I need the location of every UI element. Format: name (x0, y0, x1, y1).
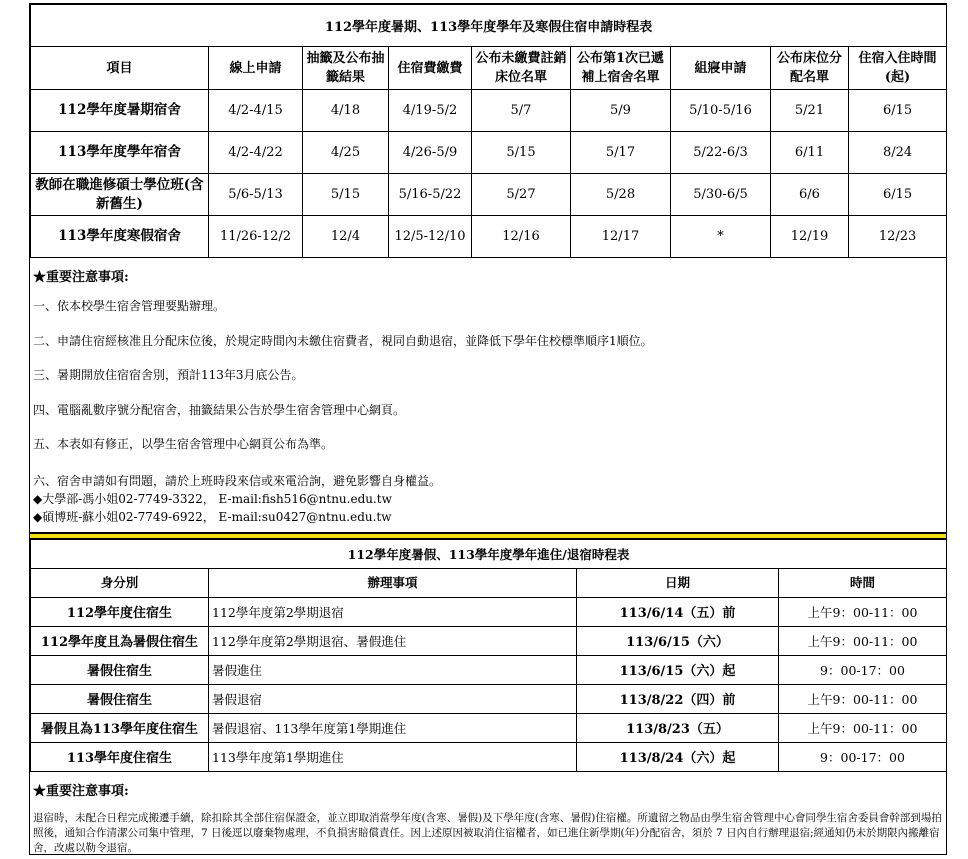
header-bed: 公布床位分配名單 (771, 47, 849, 90)
cell-task: 113學年度第1學期進住 (209, 742, 577, 771)
cell-movein: 12/23 (849, 216, 947, 258)
cell-online: 5/6-5/13 (209, 174, 303, 216)
table-row (31, 216, 947, 258)
table2-title: 112學年度暑假、113學年度學年進住/退宿時程表 (31, 539, 947, 568)
cell-waitlist: 5/28 (571, 174, 671, 216)
cell-time: 上午9：00-11：00 (779, 597, 947, 626)
cell-date: 113/8/22（四）前 (577, 684, 779, 713)
cell-time: 上午9：00-11：00 (779, 626, 947, 655)
cell-task: 112學年度第2學期退宿、暑假進住 (209, 626, 577, 655)
cell-time: 9：00-17：00 (779, 742, 947, 771)
note-item: 四、電腦亂數序號分配宿舍，抽籤結果公告於學生宿舍管理中心網頁。 (33, 402, 406, 417)
header-task: 辦理事項 (209, 568, 577, 597)
cell-movein: 8/24 (849, 132, 947, 174)
cell-online: 4/2-4/22 (209, 132, 303, 174)
table-row (31, 742, 947, 771)
note-item: 二、申請住宿經核准且分配床位後，於規定時間內未繳住宿費者，視同自動退宿，並降低下學年住校標準順序1順位。 (33, 333, 653, 348)
cell-team: * (671, 216, 771, 258)
cell-online: 11/26-12/2 (209, 216, 303, 258)
cell-unpaid: 5/27 (472, 174, 571, 216)
cell-fee: 4/26-5/9 (389, 132, 472, 174)
cell-identity: 暑假住宿生 (31, 655, 209, 684)
cell-task: 暑假退宿 (209, 684, 577, 713)
cell-team: 5/22-6/3 (671, 132, 771, 174)
cell-fee: 5/16-5/22 (389, 174, 472, 216)
cell-identity: 112學年度且為暑假住宿生 (31, 626, 209, 655)
cell-lottery: 4/25 (303, 132, 389, 174)
cell-time: 上午9：00-11：00 (779, 684, 947, 713)
cell-movein: 6/15 (849, 90, 947, 132)
table-row (31, 713, 947, 742)
table-row (31, 132, 947, 174)
cell-waitlist: 5/9 (571, 90, 671, 132)
header-movein: 住宿入住時間(起) (849, 47, 947, 90)
cell-identity: 113學年度住宿生 (31, 742, 209, 771)
schedule-sheet (29, 3, 947, 855)
header-team: 組寢申請 (671, 47, 771, 90)
cell-date: 113/8/23（五） (577, 713, 779, 742)
note-item: 一、依本校學生宿舍管理要點辦理。 (33, 299, 226, 313)
header-unpaid: 公布未繳費註銷床位名單 (472, 47, 571, 90)
contact-undergrad: ◆大學部-馮小姐02-7749-3322， E-mail:fish516@ntnu.edu.tw (33, 491, 392, 506)
notes-heading: ★重要注意事項: (33, 270, 129, 285)
cell-task: 暑假進住 (209, 655, 577, 684)
cell-movein: 6/15 (849, 174, 947, 216)
notes-heading: ★重要注意事項: (33, 783, 129, 799)
header-time: 時間 (779, 568, 947, 597)
row-label: 教師在職進修碩士學位班(含新舊生) (31, 174, 209, 216)
header-date: 日期 (577, 568, 779, 597)
table-row (31, 626, 947, 655)
cell-unpaid: 5/15 (472, 132, 571, 174)
cell-date: 113/6/15（六）起 (577, 655, 779, 684)
cell-team: 5/10-5/16 (671, 90, 771, 132)
table-row (31, 174, 947, 216)
cell-date: 113/6/15（六） (577, 626, 779, 655)
table-row (31, 90, 947, 132)
table-row (31, 684, 947, 713)
notes-section (30, 258, 946, 533)
header-identity: 身分別 (31, 568, 209, 597)
cell-identity: 暑假且為113學年度住宿生 (31, 713, 209, 742)
move-in-out-table (30, 539, 947, 772)
cell-bed: 12/19 (771, 216, 849, 258)
cell-date: 113/6/14（五）前 (577, 597, 779, 626)
cell-unpaid: 5/7 (472, 90, 571, 132)
cell-fee: 12/5-12/10 (389, 216, 472, 258)
checkout-notes-section (30, 772, 946, 856)
row-label: 112學年度暑期宿舍 (31, 90, 209, 132)
cell-identity: 暑假住宿生 (31, 684, 209, 713)
table-row (31, 597, 947, 626)
header-item: 項目 (31, 47, 209, 90)
cell-bed: 5/21 (771, 90, 849, 132)
header-waitlist: 公布第1次已遞補上宿舍名單 (571, 47, 671, 90)
cell-lottery: 5/15 (303, 174, 389, 216)
cell-bed: 6/11 (771, 132, 849, 174)
contact-graduate: ◆碩博班-蘇小姐02-7749-6922， E-mail:su0427@ntnu.edu.tw (33, 509, 392, 524)
cell-team: 5/30-6/5 (671, 174, 771, 216)
header-lottery: 抽籤及公布抽籤結果 (303, 47, 389, 90)
header-online: 線上申請 (209, 47, 303, 90)
note-item: 五、本表如有修正，以學生宿舍管理中心網頁公布為準。 (33, 437, 334, 451)
cell-waitlist: 12/17 (571, 216, 671, 258)
cell-waitlist: 5/17 (571, 132, 671, 174)
cell-time: 上午9：00-11：00 (779, 713, 947, 742)
cell-identity: 112學年度住宿生 (31, 597, 209, 626)
cell-unpaid: 12/16 (472, 216, 571, 258)
row-label: 113學年度寒假宿舍 (31, 216, 209, 258)
row-label: 113學年度學年宿舍 (31, 132, 209, 174)
cell-online: 4/2-4/15 (209, 90, 303, 132)
checkout-rules-paragraph: 退宿時，未配合日程完成搬遷手續，除扣除其全部住宿保證金，並立即取消當學年度(含寒、暑假)及下學年度(含寒、暑假)住宿權。所遺留之物品由學生宿舍管理中心會同學生宿舍委員會幹部到場拍照後，通知合作清潔公司集中管理，7 日後逕以廢棄物處理，不負損害賠償責任。因上述原因被取消住宿權者，如已進住新學期(年)分配宿舍，須於 7 日內自行辦理退宿;經通知仍未於期限內搬離宿舍，改處以勒令退宿。 (33, 811, 942, 854)
cell-fee: 4/19-5/2 (389, 90, 472, 132)
header-fee: 住宿費繳費 (389, 47, 472, 90)
cell-task: 112學年度第2學期退宿 (209, 597, 577, 626)
cell-lottery: 4/18 (303, 90, 389, 132)
table-row (31, 655, 947, 684)
cell-bed: 6/6 (771, 174, 849, 216)
cell-lottery: 12/4 (303, 216, 389, 258)
note-item: 三、暑期開放住宿宿舍別，預計113年3月底公告。 (33, 368, 304, 382)
housing-application-table (30, 4, 947, 258)
cell-time: 9：00-17：00 (779, 655, 947, 684)
cell-task: 暑假退宿、113學年度第1學期進住 (209, 713, 577, 742)
note-item: 六、宿舍申請如有問題，請於上班時段來信或來電洽詢，避免影響自身權益。 (33, 473, 442, 488)
cell-date: 113/8/24（六）起 (577, 742, 779, 771)
table1-title: 112學年度暑期、113學年度學年及寒假住宿申請時程表 (31, 5, 947, 47)
